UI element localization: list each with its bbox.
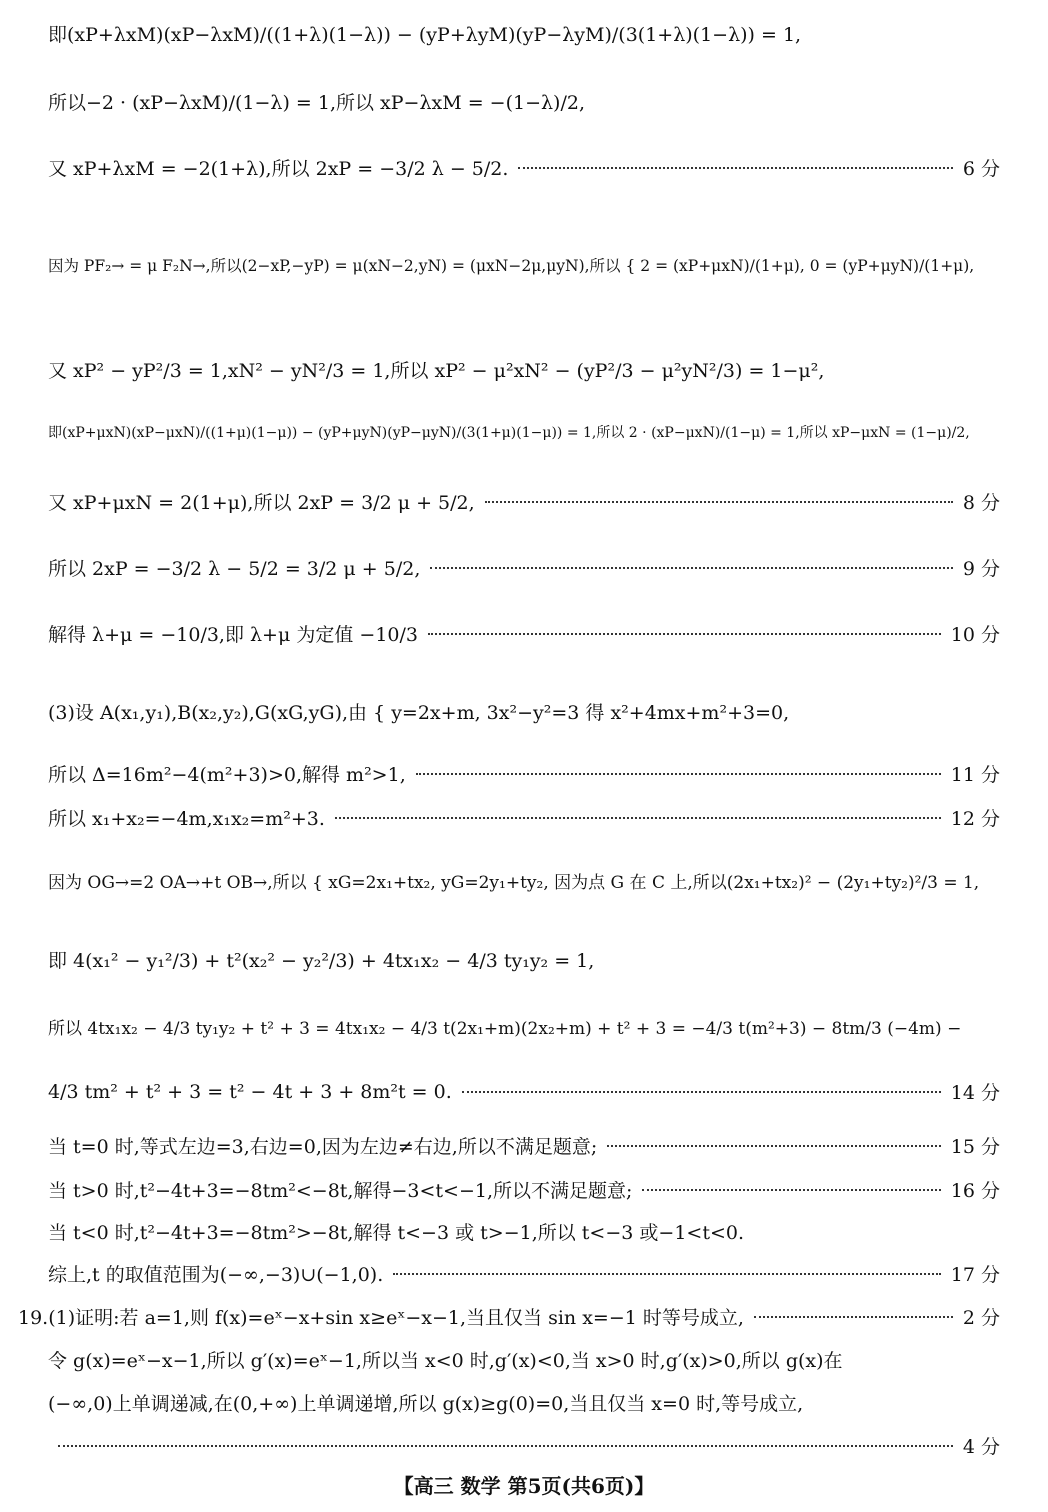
solution-line-24 [48, 1432, 1000, 1459]
solution-line-23 [48, 1389, 1000, 1416]
solution-line-11 [48, 760, 1000, 787]
solution-line-21 [18, 1303, 1000, 1330]
solution-line-3 [48, 154, 1000, 181]
solution-line-13 [48, 868, 1000, 893]
dot-leader [430, 567, 952, 569]
page-footer: 【高三 数学 第5页(共6页)】 [393, 1474, 655, 1498]
line-text: (3)设 A(x₁,y₁),B(x₂,y₂),G(xG,yG),由 { y=2x+m, 3x²−y²=3 得 x²+4mx+m²+3=0, [48, 702, 790, 724]
dot-leader [428, 633, 941, 635]
line-text: 又 xP² − yP²/3 = 1,xN² − yN²/3 = 1,所以 xP² − μ²xN² − (yP²/3 − μ²yN²/3) = 1−μ², [48, 360, 825, 382]
dot-leader [754, 1316, 953, 1318]
solution-line-16 [48, 1078, 1000, 1105]
dot-leader [58, 1445, 953, 1447]
solution-line-10 [48, 698, 1000, 725]
dot-leader [518, 167, 952, 169]
dot-leader [485, 501, 953, 503]
dot-leader [462, 1091, 941, 1093]
solution-line-15 [48, 1014, 1000, 1039]
dot-leader [393, 1273, 941, 1275]
score-mark: 16 分 [950, 1180, 1000, 1202]
score-mark: 11 分 [950, 764, 1000, 786]
solution-line-19 [48, 1218, 1000, 1245]
score-mark: 6 分 [962, 158, 1000, 180]
score-mark: 12 分 [950, 808, 1000, 830]
solution-line-4 [48, 254, 1000, 276]
line-text: 所以−2 · (xP−λxM)/(1−λ) = 1,所以 xP−λxM = −(1−λ)/2, [48, 92, 585, 114]
score-mark: 10 分 [950, 624, 1000, 646]
solution-line-1 [48, 20, 1000, 47]
score-mark: 4 分 [962, 1436, 1000, 1458]
line-text: 所以 2xP = −3/2 λ − 5/2 = 3/2 μ + 5/2, [48, 558, 421, 580]
line-text: 解得 λ+μ = −10/3,即 λ+μ 为定值 −10/3 [48, 624, 418, 646]
line-text: 当 t=0 时,等式左边=3,右边=0,因为左边≠右边,所以不满足题意; [48, 1136, 598, 1158]
line-text: 所以 x₁+x₂=−4m,x₁x₂=m²+3. [48, 808, 325, 830]
solution-line-7 [48, 488, 1000, 515]
solution-line-14 [48, 946, 1000, 973]
score-mark: 14 分 [950, 1082, 1000, 1104]
line-text: 又 xP+μxN = 2(1+μ),所以 2xP = 3/2 μ + 5/2, [48, 492, 475, 514]
line-text: 因为 OG→=2 OA→+t OB→,所以 { xG=2x₁+tx₂, yG=2y₁+ty₂, 因为点 G 在 C 上,所以(2x₁+tx₂)² − (2y₁+ty₂)²/3 = 1, [48, 873, 980, 893]
line-text: 即(xP+μxN)(xP−μxN)/((1+μ)(1−μ)) − (yP+μyN)(yP−μyN)/(3(1+μ)(1−μ)) = 1,所以 2 · (xP−μxN)/(1−μ) = 1,所以 xP−μxN = (1−μ)/2, [48, 425, 970, 441]
line-text: 当 t>0 时,t²−4t+3=−8tm²<−8t,解得−3<t<−1,所以不满足题意; [48, 1180, 633, 1202]
line-text: 即 4(x₁² − y₁²/3) + t²(x₂² − y₂²/3) + 4tx₁x₂ − 4/3 ty₁y₂ = 1, [48, 950, 595, 972]
solution-line-18 [48, 1176, 1000, 1203]
solution-line-12 [48, 804, 1000, 831]
solution-line-5 [48, 356, 1000, 383]
score-mark: 15 分 [950, 1136, 1000, 1158]
score-mark: 9 分 [962, 558, 1000, 580]
solution-line-17 [48, 1132, 1000, 1159]
score-mark: 17 分 [950, 1264, 1000, 1286]
line-text: 综上,t 的取值范围为(−∞,−3)∪(−1,0). [48, 1264, 384, 1286]
dot-leader [642, 1189, 940, 1191]
line-text: 所以 4tx₁x₂ − 4/3 ty₁y₂ + t² + 3 = 4tx₁x₂ − 4/3 t(2x₁+m)(2x₂+m) + t² + 3 = −4/3 t(m²+3) − 8tm/3 (−4m) − [48, 1019, 962, 1039]
line-text: 19.(1)证明:若 a=1,则 f(x)=eˣ−x+sin x≥eˣ−x−1,当且仅当 sin x=−1 时等号成立, [18, 1307, 744, 1329]
score-mark: 2 分 [962, 1307, 1000, 1329]
line-text: 令 g(x)=eˣ−x−1,所以 g′(x)=eˣ−1,所以当 x<0 时,g′(x)<0,当 x>0 时,g′(x)>0,所以 g(x)在 [48, 1350, 843, 1372]
dot-leader [335, 817, 941, 819]
line-text: (−∞,0)上单调递减,在(0,+∞)上单调递增,所以 g(x)≥g(0)=0,当且仅当 x=0 时,等号成立, [48, 1393, 804, 1415]
solution-line-8 [48, 554, 1000, 581]
line-text: 因为 PF₂→ = μ F₂N→,所以(2−xP,−yP) = μ(xN−2,yN) = (μxN−2μ,μyN),所以 { 2 = (xP+μxN)/(1+μ), 0 = (yP+μyN)/(1+μ), [48, 257, 975, 275]
solution-line-9 [48, 620, 1000, 647]
dot-leader [607, 1145, 941, 1147]
dot-leader [416, 773, 941, 775]
line-text: 所以 Δ=16m²−4(m²+3)>0,解得 m²>1, [48, 764, 406, 786]
solution-line-20 [48, 1260, 1000, 1287]
solution-line-2 [48, 88, 1000, 115]
line-text: 又 xP+λxM = −2(1+λ),所以 2xP = −3/2 λ − 5/2. [48, 158, 509, 180]
line-text: 即(xP+λxM)(xP−λxM)/((1+λ)(1−λ)) − (yP+λyM)(yP−λyM)/(3(1+λ)(1−λ)) = 1, [48, 24, 802, 46]
solution-line-22 [48, 1346, 1000, 1373]
score-mark: 8 分 [962, 492, 1000, 514]
line-text: 当 t<0 时,t²−4t+3=−8tm²>−8t,解得 t<−3 或 t>−1,所以 t<−3 或−1<t<0. [48, 1222, 745, 1244]
solution-line-6 [48, 422, 1000, 442]
line-text: 4/3 tm² + t² + 3 = t² − 4t + 3 + 8m²t = 0. [48, 1080, 452, 1103]
